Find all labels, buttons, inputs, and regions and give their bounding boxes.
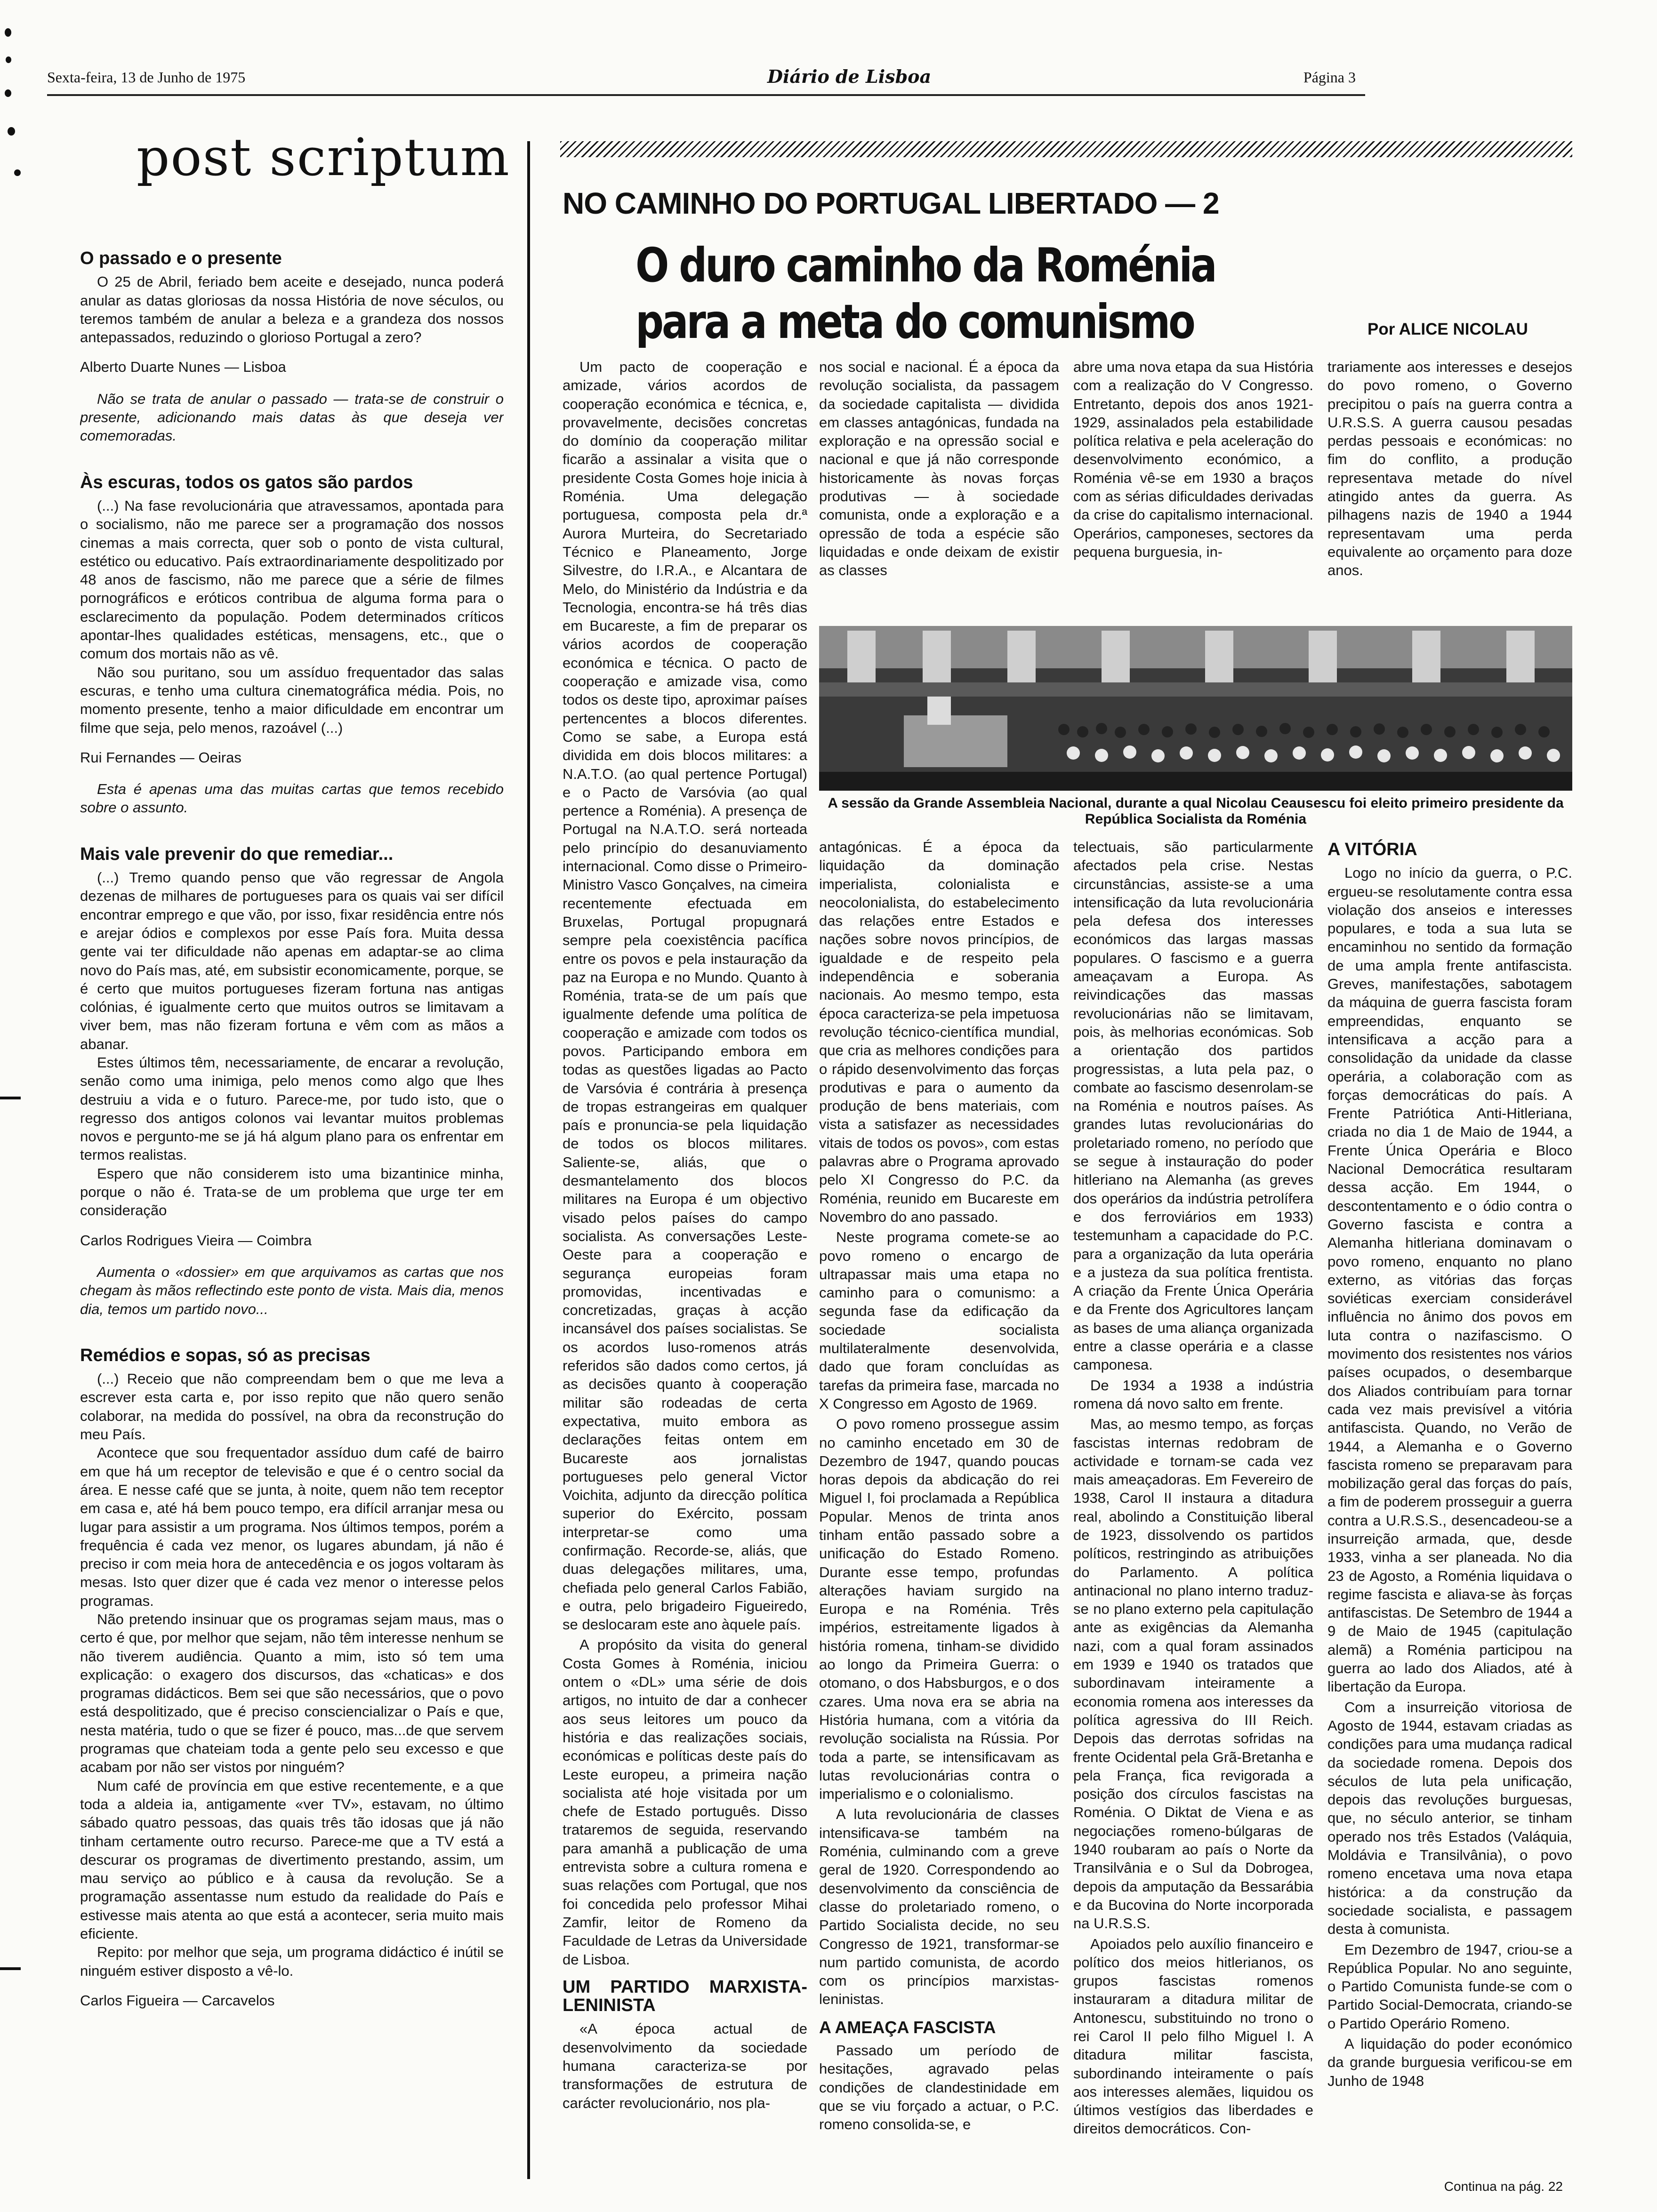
margin-mark (8, 127, 15, 136)
article-paragraph: Um pacto de cooperação e amizade, vários acordos de cooperação económica e técnica, e, provavelmente, decisões concretas do domínio da cooperação militar ficarão a assinalar a visita que o presidente Costa Gomes hoje inicia à Roménia. Uma delegação portuguesa, composta pela dr.ª Aurora Murteira, do Secretariado Técnico e Planeamento, Jorge Silvestre, do I.R.A., e Alcantara de Melo, do Ministério da Indústria e da Tecnologia, encontra-se há três dias em Bucareste, a fim de preparar os vários acordos de cooperação económica e técnica. O pacto de cooperação e amizade visa, como todos os deste tipo, aproximar países pertencentes a blocos diferentes. Como se sabe, a Europa está dividida em dois blocos militares: a N.A.T.O. (ao qual pertence Portugal) e o Pacto de Varsóvia (ao qual pertence a Roménia). A presença de Portugal na N.A.T.O. será norteada pelo princípio do desanuviamento internacional. Como disse o Primeiro-Ministro Vasco Gonçalves, na cimeira recentemente efectuada em Bruxelas, Portugal propugnará sempre pela coexistência pacífica entre os povos e pela instauração da paz na Europa e no Mundo. Quanto à Roménia, trata-se de um país que igualmente defende uma política de cooperação e amizade com todos os povos. Participando embora em todas as questões ligadas ao Pacto de Varsóvia é contrária à presença de tropas estrangeiras em qualquer país e pronuncia-se pela liquidação de todos os blocos militares. Saliente-se, aliás, que o desmantelamento dos blocos militares na Europa é um objectivo visado pelos países do campo socialista. As conversações Leste-Oeste para a cooperação e segurança europeias foram promovidas, incentivadas e concretizadas, graças à acção incansável dos países socialistas. Se os acordos luso-romenos atrás referidos são dados como certos, já as decisões quanto à cooperação militar são rodeadas de certa expectativa, muito embora as declarações feitas ontem em Bucareste aos jornalistas portugueses pelo general Victor Voichita, adjunto da direcção política superior do Exército, possam interpretar-se como uma confirmação. Recorde-se, aliás, que duas delegações militares, uma, chefiada pelo general Carlos Fabião, e outra, pelo brigadeiro Figueiredo, se deslocaram este ano àquele país. (563, 359, 807, 1633)
article-paragraph: Com a insurreição vitoriosa de Agosto de 1944, estavam criadas as condições para uma mudança radical da sociedade romena. Depois dos séculos de luta pela unificação, depois das revoluções burguesas, que, no século anterior, se tinham operado nos três Estados (Valáquia, Moldávia e Transilvânia), o povo romeno encetava uma nova etapa histórica: a da construção da sociedade socialista, e passagem desta à comunista. (1327, 1699, 1572, 1938)
letter-paragraph: Num café de província em que estive recentemente, e a que toda a aldeia ia, antigamente «ver TV», estavam, no último sábado quatro pessoas, das quais três tão idosas que já não tinham certamente outro recurso. Parece-me que a TV está a descurar os programas de divertimento prestando, assim, um mau serviço ao público e à causa da revolução. Se a programação assentasse num estudo da realidade do País e estivesse mais atenta ao que está a acontecer, seria muito mais eficiente. (80, 1777, 504, 1942)
margin-mark (6, 56, 11, 63)
letter-paragraph: Não pretendo insinuar que os programas sejam maus, mas o certo é que, por melhor que sejam, não têm interesse nenhum se não tiverem audiência. Quanto a mim, isto só tem uma explicação: o exagero dos discursos, das «chaticas» e dos programas didácticos. Bem sei que são necessários, que o povo está despolitizado, que é preciso consciencializar o País e que, nesta matéria, tudo o que se fizer é pouco, mas...de que servem programas que chateiam toda a gente pelo seu excesso e que acabam por não ser vistos por ninguém? (80, 1611, 504, 1776)
article-paragraph: Logo no início da guerra, o P.C. ergueu-se resolutamente contra essa violação dos anseios e interesses populares, e toda a sua luta se encaminhou no sentido da formação de uma ampla frente antifascista. Greves, manifestações, sabotagem da máquina de guerra fascista foram empreendidas, enquanto se intensificava a acção para a consolidação da unidade da classe operária, a colaboração com as forças democráticas do país. A Frente Patriótica Anti-Hitleriana, criada no dia 1 de Maio de 1944, a Frente Única Operária e Bloco Nacional Democrática resultaram dessa acção. Em 1944, o descontentamento e o ódio contra o Governo fascista e contra a Alemanha hitleriana dominavam o povo romeno, enquanto no plano externo, as vitórias das forças soviéticas exerciam considerável influência no ânimo dos povos em luta contra o nazifascismo. O movimento dos resistentes nos vários países ocupados, o desembarque dos Aliados contribuíam para tornar cada vez mais previsível a vitória antifascista. Quando, no Verão de 1944, a Alemanha e o Governo fascista romeno se preparavam para mobilização geral das forças do país, a fim de poderem prosseguir a guerra contra a U.R.S.S., desencadeou-se a insurreição armada, que, desde 1933, vinha a ser planeada. No dia 23 de Agosto, a Roménia liquidava o regime fascista e aliava-se às forças antifascistas. De Setembro de 1944 a 9 de Maio de 1945 (capitulação alemã) a Roménia participou na guerra ao lado dos Aliados, até à libertação da Europa. (1327, 865, 1572, 1695)
article-paragraph: «A época actual de desenvolvimento da sociedade humana caracteriza-se por transformações de estrutura de carácter revolucionário, nos pla- (563, 2020, 807, 2111)
letter-paragraph: Espero que não considerem isto uma bizantinice minha, porque o não é. Trata-se de um problema que urge ter em consideração (80, 1165, 504, 1219)
subheading-vitoria: A VITÓRIA (1327, 840, 1417, 859)
article-paragraph: O povo romeno prossegue assim no caminho encetado em 30 de Dezembro de 1947, quando poucas horas depois da abdicação do rei Miguel I, foi proclamada a República Popular. Menos de trinta anos tinham então passado sobre a unificação do Estado Romeno. Durante esse tempo, profundas alterações haviam surgido na Europa e na Roménia. Três impérios, estreitamente ligados à história romena, tinham-se dividido ao longo da Primeira Guerra: o otomano, o dos Habsburgos, e o dos czares. Uma nova era se abria na História humana, com a vitória da revolução socialista na Rússia. Por toda a parte, se intensificavam as lutas revolucionárias contra o imperialismo e o colonialismo. (819, 1416, 1059, 1803)
article-paragraph: A propósito da visita do general Costa Gomes à Roménia, iniciou ontem o «DL» uma série de dois artigos, no intuito de dar a conhecer aos seus leitores um pouco da história e das realizações sociais, económicas e políticas deste país do Leste europeu, a primeira nação socialista até hoje visitada por um chefe de Estado português. Disso trataremos de seguida, reservando para amanhã a publicação de uma entrevista sobre a cultura romena e suas relações com Portugal, que nos foi concedida pelo professor Mihai Zamfir, leitor de Romeno da Faculdade de Letras da Universidade de Lisboa. (563, 1636, 807, 1968)
letter-signature: Carlos Rodrigues Vieira — Coimbra (80, 1232, 312, 1249)
margin-mark (5, 89, 11, 97)
article-paragraph: telectuais, são particularmente afectados pela crise. Nestas circunstâncias, assiste-se a uma intensificação da luta revolucionária pela defesa dos interesses económicos das largas massas populares. O fascismo e a guerra ameaçavam a Europa. As reivindicações das massas revolucionárias não se limitavam, pois, às melhorias económicas. Sob a orientação dos partidos progressistas, a luta pela paz, o combate ao fascismo desenrolam-se na Roménia e noutros países. As grandes lutas revolucionárias do proletariado romeno, no período que se segue à instauração do poder hitleriano na Alemanha (as greves dos operários da indústria petrolífera e dos ferroviários em 1933) testemunham a capacidade do P.C. para a organização da luta operária e a justeza da sua política frentista. A criação da Frente Única Operária e da Frente dos Agricultores lançam as bases de uma aliança organizada entre a classe operária e a classe camponesa. (1073, 839, 1313, 1373)
margin-arrow (0, 1967, 21, 1970)
letter-heading: O passado e o presente (80, 248, 282, 268)
editor-note: Não se trata de anular o passado — trata-se de construir o presente, adicionando mais datas às que deseja ver comemoradas. (80, 390, 504, 444)
article-paragraph: A luta revolucionária de classes intensificava-se também na Roménia, culminando com a greve geral de 1920. Correspondendo ao desenvolvimento da consciência de classe do proletariado romeno, o Partido Socialista decide, no seu Congresso de 1921, transformar-se num partido comunista, de acordo com os princípios marxistas-leninistas. (819, 1806, 1059, 2008)
postscriptum-title: post scriptum (137, 127, 510, 187)
article-byline: Por ALICE NICOLAU (1367, 320, 1528, 338)
hatched-banner (560, 141, 1572, 157)
subheading-ameaca: A AMEAÇA FASCISTA (819, 2017, 996, 2037)
article-paragraph: Apoiados pelo auxílio financeiro e político dos meios hitlerianos, os grupos fascistas romenos instauraram a ditadura militar de Antonescu, substituindo no trono o rei Carol II pelo filho Miguel I. A ditadura militar fascista, subordinando inteiramente o país aos interesses alemães, liquidou os últimos vestígios das liberdades e direitos democráticos. Con- (1073, 1935, 1313, 2137)
subheading-partido: UM PARTIDO MARXISTA-LENINISTA (563, 1977, 807, 2016)
article-paragraph: trariamente aos interesses e desejos do povo romeno, o Governo precipitou o país na guerra contra a U.R.S.S. A guerra causou pesadas perdas pessoais e económicas: no fim do conflito, a produção representava metade do nível atingido antes da guerra. As pilhagens nazis de 1940 a 1944 representavam uma perda equivalente ao orçamento para doze anos. (1327, 359, 1572, 579)
article-column-4-lower (1327, 838, 1572, 2179)
article-column-1 (563, 358, 807, 2198)
letter-paragraph: (...) Receio que não compreendam bem o que me leva a escrever esta carta e, por isso repito que não quero senão colaborar, na medida do possível, na obra da reconstrução do meu País. (80, 1370, 504, 1443)
article-paragraph: antagónicas. É a época da liquidação da dominação imperialista, colonialista e neocolonialista, do estabelecimento das relações entre Estados e nações sobre novos princípios, de igualdade e de respeito pela independência e soberania nacionais. Ao mesmo tempo, esta época caracteriza-se pela impetuosa revolução técnico-científica mundial, que cria as melhores condições para o rápido desenvolvimento das forças produtivas e para o aumento da produção de bens materiais, com vista a satisfazer as necessidades vitais de todos os povos», com estas palavras abre o Programa aprovado pelo XI Congresso do P.C. da Roménia, reunido em Bucareste em Novembro do ano passado. (819, 839, 1059, 1225)
article-paragraph: Em Dezembro de 1947, criou-se a República Popular. No ano seguinte, o Partido Comunista funde-se com o Partido Social-Democrata, criando-se o Partido Operário Romeno. (1327, 1941, 1572, 2032)
letter-paragraph: Repito: por melhor que seja, um programa didáctico é inútil se ninguém estiver disposto a vê-lo. (80, 1944, 504, 1979)
page-header (47, 66, 1356, 94)
article-paragraph: Passado um período de hesitações, agravado pelas condições de clandestinidade em que se viu forçado a actuar, o P.C. romeno consolida-se, e (819, 2042, 1059, 2133)
assembly-hall-image (819, 626, 1572, 791)
letter-heading: Mais vale prevenir do que remediar... (80, 844, 394, 864)
article-paragraph: De 1934 a 1938 a indústria romena dá novo salto em frente. (1073, 1377, 1313, 1412)
article-paragraph: A liquidação do poder económico da grande burguesia verificou-se em Junho de 1948 (1327, 2036, 1572, 2089)
article-paragraph: nos social e nacional. É a época da revolução socialista, da passagem da sociedade capitalista — dividida em classes antagónicas, fundada na exploração e na opressão social e nacional e que já não corresponde historicamente às novas forças produtivas — à sociedade comunista, onde a exploração e a opressão de toda a espécie são liquidadas e onde deixam de existir as classes (819, 359, 1059, 579)
editor-note: Aumenta o «dossier» em que arquivamos as cartas que nos chegam às mãos reflectindo este ponto de vista. Mais dia, menos dia, temos um partido novo... (80, 1263, 504, 1317)
article-paragraph: Mas, ao mesmo tempo, as forças fascistas internas redobram de actividade e tornam-se cada vez mais ameaçadoras. Em Fevereiro de 1938, Carol II instaura a ditadura real, abolindo a Constituição liberal de 1923, dissolvendo os partidos políticos, restringindo as atribuições do Parlamento. A política antinacional no plano interno traduz-se no plano externo pela capitulação ante as exigências da Alemanha nazi, com a qual foram assinados em 1939 e 1940 os tratados que subordinavam inteiramente a economia romena aos interesses da política agressiva do III Reich. Depois das derrotas sofridas na frente Ocidental pela Grã-Bretanha e pela França, fica revigorada a posição dos círculos fascistas na Roménia. O Diktat de Viena e as negociações romeno-búlgaras de 1940 roubaram ao país o Norte da Transilvânia e o Sul da Dobrogea, depois da amputação da Bessarábia e da Bucovina do Norte incorporada na U.R.S.S. (1073, 1416, 1313, 1932)
header-page-number: Página 3 (1303, 69, 1356, 86)
article-paragraph: Neste programa comete-se ao povo romeno o encargo de ultrapassar mais uma etapa no caminho para o comunismo: a segunda fase da edificação da sociedade socialista multilateralmente desenvolvida, dado que foram concluídas as tarefas da primeira fase, marcada no X Congresso em Agosto de 1969. (819, 1229, 1059, 1412)
letter-signature: Carlos Figueira — Carcavelos (80, 1992, 275, 2009)
margin-arrow (0, 1097, 21, 1099)
letter-paragraph: (...) Tremo quando penso que vão regressar de Angola dezenas de milhares de portugueses para os quais vai ser difícil encontrar emprego e que vão, por isso, fixar residência entre nós e arejar ódios e complexos por esse País fora. Muita dessa gente vai ter dificuldade não apenas em adaptar-se ao clima novo do País mas, até, em subsistir economicamente, porque, se é certo que muitos portugueses fizeram fortuna nas antigas colónias, é igualmente certo que muitos outros se limitavam a viver bem, mas não fizeram fortuna e vêm com as mãos a abanar. (80, 869, 504, 1052)
letter-paragraph: O 25 de Abril, feriado bem aceite e desejado, nunca poderá anular as datas gloriosas da nossa História de nove séculos, ou teremos também de anular a beleza e a grandeza dos nossos antepassados, reduzindo o glorioso Portugal a zero? (80, 273, 504, 346)
assembly-photo (819, 626, 1572, 791)
article-headline-2: para a meta do comunismo (635, 294, 1194, 349)
letter-signature: Rui Fernandes — Oeiras (80, 749, 241, 766)
masthead: Diário de Lisboa (767, 66, 932, 87)
column-rule (527, 141, 530, 2179)
header-date: Sexta-feira, 13 de Junho de 1975 (47, 69, 246, 86)
letter-signature: Alberto Duarte Nunes — Lisboa (80, 359, 286, 376)
letter-paragraph: Estes últimos têm, necessariamente, de encarar a revolução, senão como uma inimiga, pelo menos como algo que lhes destruiu a vida e o futuro. Parece-me, por tudo isto, que o regresso dos antigos colonos vai levantar muitos problemas novos e pergunto-me se já há algum plano para os enfrentar em termos realistas. (80, 1054, 504, 1163)
editor-note: Esta é apenas uma das muitas cartas que temos recebido sobre o assunto. (80, 781, 504, 816)
margin-mark (14, 169, 21, 176)
article-headline-1: O duro caminho da Roménia (635, 238, 1215, 293)
letter-paragraph: (...) Na fase revolucionária que atravessamos, apontada para o socialismo, não me parece ser a programação dos nossos cinemas a mais correcta, quer sob o ponto de vista cultural, estético ou educativo. País extraordinariamente despolitizado por 48 anos de fascismo, não me parece que a série de filmes pornográficos e eróticos contribua de alguma forma para o esclarecimento da população. Podem determinados críticos apontar-lhes qualidades estéticas, mensagens, etc., que o comum dos mortais não as vê. (80, 497, 504, 662)
letter-paragraph: Acontece que sou frequentador assíduo dum café de bairro em que há um receptor de televisão e que é o centro social da área. E nesse café que se junta, à noite, quem não tem receptor em casa e, até há bem pouco tempo, era difícil arranjar mesa ou lugar para assistir a um programa. Nos últimos tempos, porém a frequência é cada vez menor, os lugares abundam, já não é preciso ir com meia hora de antecedência e os jogos voltaram às mesas. Isto quer dizer que é cada vez menor o interesse pelos programas. (80, 1444, 504, 1609)
article-paragraph: abre uma nova etapa da sua História com a realização do V Congresso. Entretanto, depois dos anos 1921-1929, assinalados pela estabilidade política relativa e pela aceleração do desenvolvimento económico, a Roménia vê-se em 1930 a braços com as sérias dificuldades derivadas da crise do capitalismo internacional. Operários, camponeses, sectores da pequena burguesia, in- (1073, 359, 1313, 560)
letter-heading: Às escuras, todos os gatos são pardos (80, 472, 413, 492)
continued-note: Continua na pág. 22 (1444, 2179, 1563, 2194)
article-column-3-top (1073, 358, 1313, 612)
article-column-4-top (1327, 358, 1572, 612)
article-column-2-top (819, 358, 1059, 612)
margin-mark (5, 28, 11, 37)
postscriptum-column (80, 235, 504, 2198)
header-rule (47, 94, 1365, 96)
letter-paragraph: Não sou puritano, sou um assíduo frequentador das salas escuras, e tenho uma cultura cinematográfica média. Pois, no momento presente, tenho a maior dificuldade em encontrar um filme que seja, pelo menos, razoável (...) (80, 664, 504, 736)
photo-caption: A sessão da Grande Assembleia Nacional, durante a qual Nicolau Ceausescu foi eleito primeiro presidente da República Socialista da Roménia (828, 795, 1564, 827)
letter-heading: Remédios e sopas, só as precisas (80, 1345, 370, 1365)
article-column-2-lower (819, 838, 1059, 2198)
article-column-3-lower (1073, 838, 1313, 2198)
article-kicker: NO CAMINHO DO PORTUGAL LIBERTADO — 2 (563, 186, 1219, 220)
